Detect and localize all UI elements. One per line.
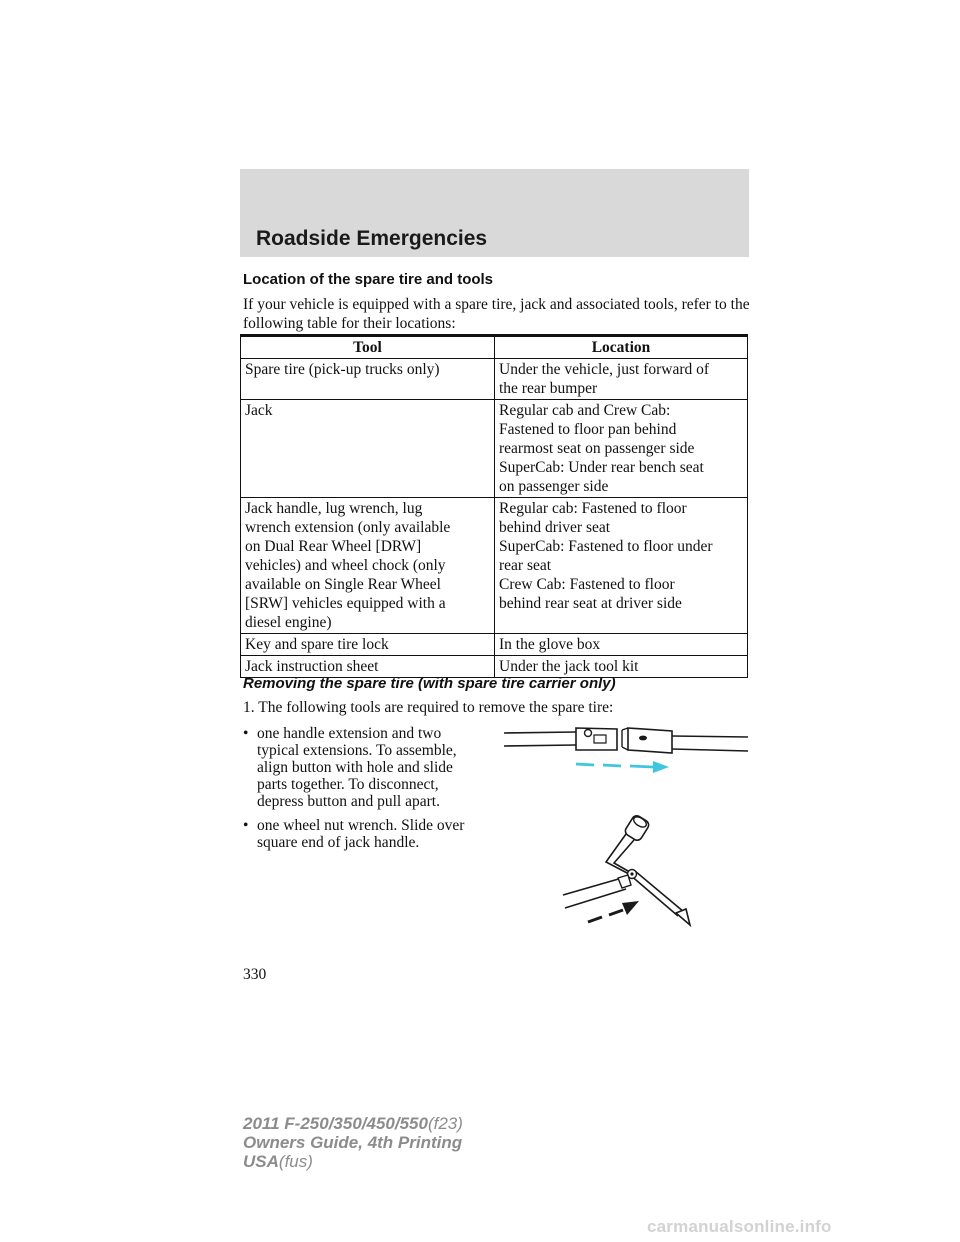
- table-row: [241, 634, 748, 656]
- bullet-handle-extension: [243, 725, 505, 810]
- cell-line: Jack handle, lug wrench, lug: [245, 500, 423, 517]
- intro-paragraph: If your vehicle is equipped with a spare tire, jack and associated tools, refer to the following table for their locations:: [243, 296, 750, 332]
- location-cell: [495, 498, 748, 634]
- table-row: [241, 498, 748, 634]
- step-1-text: 1. The following tools are required to remove the spare tire:: [243, 699, 614, 716]
- bullet-line: one wheel nut wrench. Slide over: [257, 817, 465, 834]
- cell-line: SuperCab: Under rear bench seat: [499, 459, 704, 476]
- cell-line: rear seat: [499, 557, 552, 574]
- cell-line: Spare tire (pick-up trucks only): [245, 361, 440, 378]
- footer-line-2: Owners Guide, 4th Printing: [243, 1133, 463, 1152]
- cell-line: SuperCab: Fastened to floor under: [499, 538, 713, 555]
- cell-line: diesel engine): [245, 614, 332, 631]
- tool-cell: [241, 359, 495, 400]
- bullet-line: align button with hole and slide: [257, 759, 453, 776]
- cell-line: the rear bumper: [499, 380, 598, 397]
- cell-line: Crew Cab: Fastened to floor: [499, 576, 675, 593]
- cell-line: Regular cab: Fastened to floor: [499, 500, 687, 517]
- bullet-marker: •: [243, 817, 249, 834]
- section-title: Roadside Emergencies: [256, 227, 488, 250]
- footer-line-1: [243, 1114, 463, 1133]
- footer-market-code: (fus): [278, 1152, 313, 1171]
- cell-line: In the glove box: [499, 636, 601, 653]
- cell-line: on passenger side: [499, 478, 609, 495]
- cell-line: Jack: [245, 402, 273, 419]
- footer-code: (f23): [427, 1114, 463, 1133]
- location-cell: [495, 400, 748, 498]
- bullet-marker: •: [243, 725, 249, 742]
- tool-cell: [241, 400, 495, 498]
- cell-line: Under the vehicle, just forward of: [499, 361, 710, 378]
- bullet-line: one handle extension and two: [257, 725, 442, 742]
- table-row: [241, 400, 748, 498]
- watermark: carmanualsonline.info: [647, 1217, 832, 1236]
- cell-line: [SRW] vehicles equipped with a: [245, 595, 446, 612]
- cell-line: Jack instruction sheet: [245, 658, 379, 675]
- cell-line: Key and spare tire lock: [245, 636, 389, 653]
- column-header-tool: Tool: [241, 336, 495, 359]
- table-row: [241, 359, 748, 400]
- spare-tire-location-heading: Location of the spare tire and tools: [243, 271, 494, 288]
- table-header-row: [241, 336, 748, 359]
- footer-model: 2011 F-250/350/450/550: [243, 1114, 428, 1133]
- bullet-line: square end of jack handle.: [257, 834, 420, 851]
- location-cell: [495, 359, 748, 400]
- cell-line: vehicles) and wheel chock (only: [245, 557, 446, 574]
- cell-line: Regular cab and Crew Cab:: [499, 402, 671, 419]
- cell-line: Fastened to floor pan behind: [499, 421, 677, 438]
- wheel-nut-wrench-illustration: [560, 812, 700, 932]
- cell-line: rearmost seat on passenger side: [499, 440, 695, 457]
- tool-cell: [241, 498, 495, 634]
- cell-line: behind rear seat at driver side: [499, 595, 682, 612]
- cell-line: available on Single Rear Wheel: [245, 576, 441, 593]
- location-cell: [495, 634, 748, 656]
- cell-line: on Dual Rear Wheel [DRW]: [245, 538, 422, 555]
- bullet-wheel-nut-wrench: [243, 817, 505, 851]
- removing-spare-tire-heading: Removing the spare tire (with spare tire carrier only): [243, 675, 616, 692]
- cell-line: Under the jack tool kit: [499, 658, 639, 675]
- footer-edition-info: [243, 1114, 463, 1171]
- cell-line: behind driver seat: [499, 519, 611, 536]
- tools-location-table: [240, 334, 748, 678]
- cell-line: wrench extension (only available: [245, 519, 451, 536]
- assembly-arrow-icon: [576, 761, 669, 773]
- footer-market: USA: [243, 1152, 279, 1171]
- footer-line-3: [243, 1152, 463, 1171]
- bullet-line: typical extensions. To assemble,: [257, 742, 457, 759]
- bullet-line: parts together. To disconnect,: [257, 776, 439, 793]
- tool-cell: [241, 634, 495, 656]
- column-header-location: Location: [495, 336, 748, 359]
- slide-arrow-icon: [588, 901, 639, 922]
- handle-extension-drawing: [504, 728, 748, 753]
- page-number: 330: [243, 966, 267, 983]
- handle-extension-illustration: [500, 720, 755, 780]
- bullet-line: depress button and pull apart.: [257, 793, 440, 810]
